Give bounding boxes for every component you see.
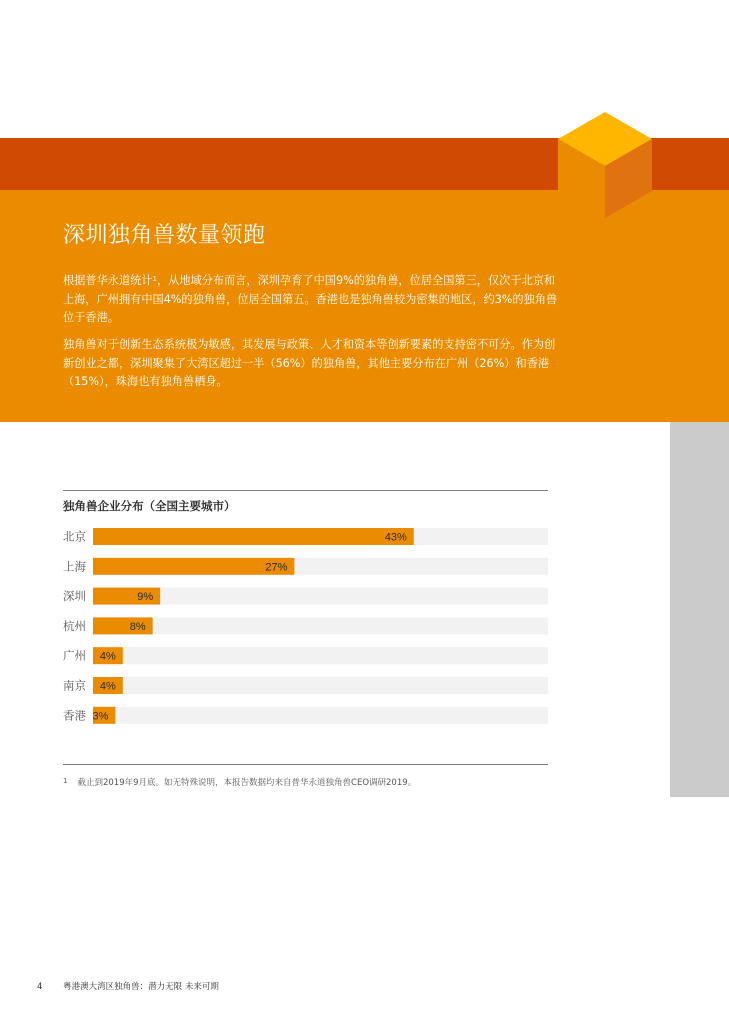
- value-label: 9%: [137, 591, 154, 604]
- category-label: 南京: [63, 678, 86, 693]
- footnote: [63, 776, 416, 788]
- bar-2: [93, 558, 294, 575]
- second-paragraph: 独角兽对于创新生态系统极为敏感，其发展与政策、人才和资本等创新要素的支持密不可分。作为创新创业之都，深圳聚集了大湾区超过一半（56%）的独角兽，其他主要分布在广州（26%）和香港（15%），珠海也有独角兽栖身。: [63, 338, 556, 388]
- bar-track: [93, 647, 548, 664]
- value-label: 8%: [129, 620, 146, 633]
- footnote-text: 截止到2019年9月底。如无特殊说明，本报告数据均来自普华永道独角兽CEO调研2019。: [77, 778, 417, 788]
- bar-track: [93, 617, 548, 634]
- value-label: 3%: [92, 710, 109, 723]
- value-label: 4%: [99, 680, 116, 693]
- bar-track: [93, 707, 548, 724]
- intro-paragraph-part1: 根据普华永道统计: [63, 274, 153, 287]
- category-label: 深圳: [63, 589, 86, 604]
- page-number: 4: [37, 982, 43, 992]
- category-label: 香港: [63, 708, 86, 723]
- category-label: 北京: [63, 529, 86, 544]
- page-footer: [37, 980, 219, 992]
- category-label: 杭州: [63, 618, 86, 633]
- document-title: 粤港澳大湾区独角兽：潜力无限 未来可期: [63, 982, 219, 992]
- value-label: 43%: [384, 531, 407, 544]
- footnote-reference: 1: [152, 275, 157, 283]
- bar-track: [93, 677, 548, 694]
- footnote-mark: 1: [63, 777, 68, 785]
- intro-paragraph-part2: ，从地域分布而言，深圳孕育了中国9%的独角兽，位居全国第三，仅次于北京和上海，广州拥有中国4%的独角兽，位居全国第五。香港也是独角兽较为密集的地区，约3%的独角兽位于香港。: [63, 274, 558, 324]
- chart-bottom-rule: [63, 764, 548, 765]
- category-label: 上海: [63, 559, 86, 574]
- section-heading: 深圳独角兽数量领跑: [63, 223, 266, 248]
- bar-1: [93, 528, 414, 545]
- value-label: 4%: [99, 650, 116, 663]
- chart-title: 独角兽企业分布（全国主要城市）: [63, 499, 236, 513]
- bar-track: [93, 588, 548, 605]
- value-label: 27%: [265, 561, 288, 574]
- category-label: 广州: [63, 648, 86, 663]
